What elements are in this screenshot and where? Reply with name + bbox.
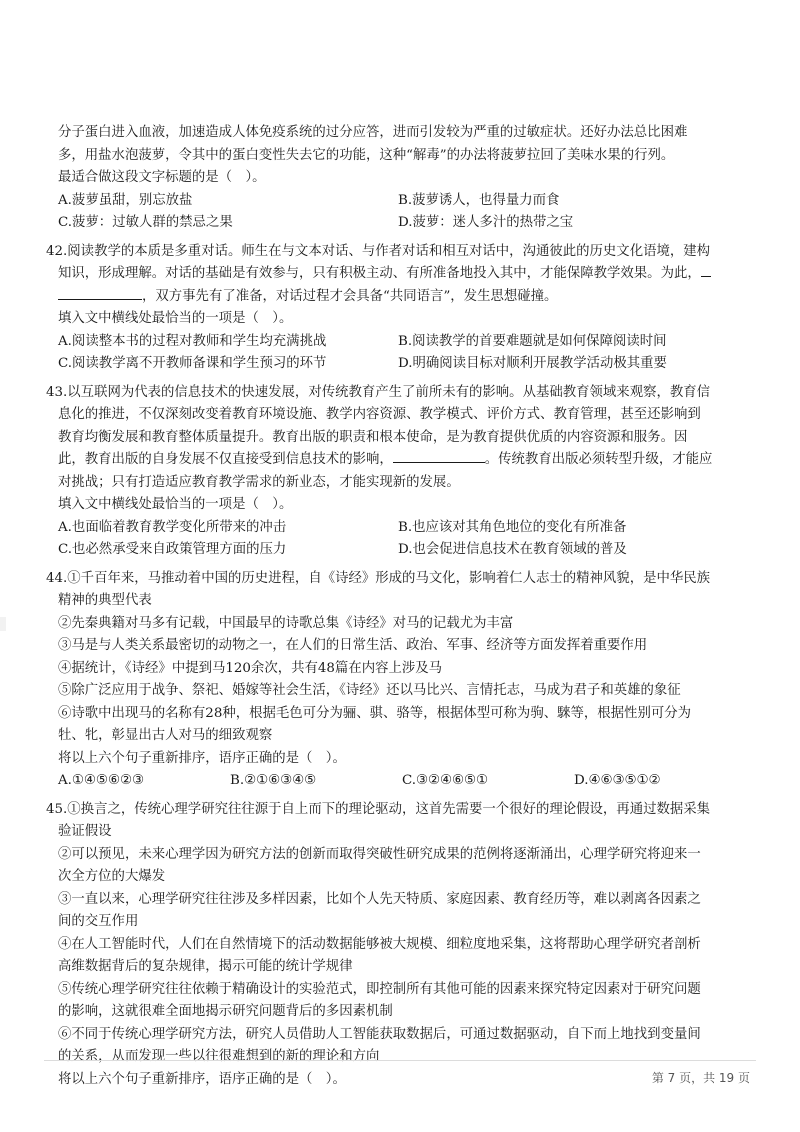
- q44-line-5: ④据统计，《诗经》中提到马120余次，共有48篇在内容上涉及马: [58, 660, 443, 676]
- q43-line-2: 息化的推进，不仅深刻改变着教育环境设施、教学内容资源、教学模式、评价方式、教育管理，甚至还影响到: [58, 407, 701, 422]
- q41-prompt: 最适合做这段文字标题的是（ ）。: [58, 170, 266, 185]
- q44-options: [58, 770, 748, 793]
- q45-line-9: ⑤传统心理学研究往往依赖于精确设计的实验范式，即控制所有其他可能的因素来探究特定因素对于研究问题: [58, 981, 701, 997]
- q43-line-1: 43.以互联网为代表的信息技术的快速发展，对传统教育产生了前所未有的影响。从基础教育领域来观察，教育信: [46, 384, 711, 400]
- q42-blank-start: [701, 263, 711, 277]
- q45-line-5: ③一直以来，心理学研究往往涉及多样因素，比如个人先天特质、家庭因素、教育经历等，难以剥离各因素之: [58, 891, 701, 907]
- q43-option-b: B.也应该对其角色地位的变化有所准备: [398, 519, 627, 535]
- q42-line-3-text: ，双方事先有了准备，对话过程才会具备“共同语言”，发生思想碰撞。: [142, 288, 558, 304]
- q44-line-8: 牡、牝，彰显出古人对马的细致观察: [58, 728, 273, 743]
- q41-option-b: B.菠萝诱人，也得量力而食: [398, 192, 560, 208]
- q41-option-d: D.菠萝：迷人多汁的热带之宝: [398, 215, 574, 230]
- q41-options: [58, 190, 748, 235]
- scan-artifact: [0, 617, 6, 631]
- q45-line-6: 间的交互作用: [58, 914, 139, 929]
- question-42: [46, 241, 748, 376]
- q42-blank: [58, 286, 142, 300]
- q44-option-c: C.③②④⑥⑤①: [402, 773, 489, 788]
- footer-divider: [44, 1060, 756, 1061]
- q45-line-3: ②可以预见，未来心理学因为研究方法的创新而取得突破性研究成果的范例将逐渐涌出，心理学研究将迎来一: [58, 846, 701, 862]
- q45-line-4: 次全方位的大爆发: [58, 869, 166, 884]
- q43-blank: [393, 449, 485, 463]
- q43-line-5: 对挑战；只有打造适应教育教学需求的新业态，才能实现新的发展。: [58, 474, 460, 490]
- q45-line-7: ④在人工智能时代，人们在自然情境下的活动数据能够被大规模、细粒度地采集，这将帮助心理学研究者剖析: [58, 936, 701, 952]
- q45-line-12: 的关系，从而发现一些以往很难想到的新的理论和方向: [58, 1049, 380, 1064]
- q42-line-1: 42.阅读教学的本质是多重对话。师生在与文本对话、与作者对话和相互对话中，沟通彼此的历史文化语境，建构: [46, 243, 711, 259]
- question-45: [46, 799, 748, 1092]
- q44-line-7: ⑥诗歌中出现马的名称有28种，根据毛色可分为骊、骐、骆等，根据体型可称为驹、騋等，根据性别可分为: [58, 705, 692, 721]
- page-number: 第 7 页，共 19 页: [651, 1071, 750, 1085]
- q43-line-4: [58, 449, 748, 472]
- q45-line-8: 高维数据背后的复杂规律，揭示可能的统计学规律: [58, 959, 353, 974]
- q43-line-4a: 此，教育出版的自身发展不仅直接受到信息技术的影响，: [58, 452, 393, 467]
- q44-line-2: 精神的典型代表: [58, 593, 152, 608]
- q44-option-a: A.①④⑤⑥②③: [58, 773, 144, 788]
- q45-line-10: 的影响，这就很难全面地揭示研究问题背后的多因素机制: [58, 1004, 393, 1019]
- q42-prompt: 填入文中横线处最恰当的一项是（ ）。: [58, 311, 293, 326]
- q44-line-3: ②先秦典籍对马多有记载，中国最早的诗歌总集《诗经》对马的记载尤为丰富: [58, 615, 514, 631]
- q41-line-2: 多，用盐水泡菠萝，令其中的蛋白变性失去它的功能，这种“解毒”的办法将菠萝拉回了美味水果的行列。: [58, 147, 675, 163]
- q43-option-c: C.也必然承受来自政策管理方面的压力: [58, 542, 287, 557]
- q43-options: [58, 517, 748, 562]
- question-44: [46, 568, 748, 793]
- question-43: [46, 382, 748, 562]
- q43-line-3: 教育均衡发展和教育整体质量提升。教育出版的职责和根本使命，是为教育提供优质的内容资源和服务。因: [58, 429, 688, 445]
- q43-option-d: D.也会促进信息技术在教育领域的普及: [398, 542, 627, 557]
- q44-line-1: 44.①千百年来，马推动着中国的历史进程，自《诗经》形成的马文化，影响着仁人志士的精神风貌，是中华民族: [46, 570, 711, 586]
- q41-option-a: A.菠萝虽甜，别忘放盐: [58, 192, 193, 208]
- q42-line-2: [58, 263, 748, 286]
- q43-line-4b: 。传统教育出版必须转型升级，才能应: [484, 452, 713, 467]
- q44-prompt: 将以上六个句子重新排序，语序正确的是（ ）。: [58, 750, 346, 766]
- q41-line-1: 分子蛋白进入血液，加速造成人体免疫系统的过分应答，进而引发较为严重的过敏症状。还好办法总比困难: [58, 125, 688, 140]
- q45-line-11: ⑥不同于传统心理学研究方法，研究人员借助人工智能获取数据后，可通过数据驱动，自下而上地找到变量间: [58, 1026, 701, 1042]
- question-41-tail: [58, 122, 748, 235]
- q42-option-b: B.阅读教学的首要难题就是如何保障阅读时间: [398, 333, 667, 349]
- q42-line-2-text: 知识，形成理解。对话的基础是有效参与，只有积极主动、有所准备地投入其中，才能保障教学效果。为此，: [58, 266, 701, 281]
- q44-option-b: B.②①⑥③④⑤: [230, 773, 317, 788]
- q44-line-6: ⑤除广泛应用于战争、祭祀、婚嫁等社会生活，《诗经》还以马比兴、言情托志，马成为君子和英雄的象征: [58, 683, 681, 698]
- q42-line-3: [58, 286, 748, 309]
- q42-option-d: D.明确阅读目标对顺利开展教学活动极其重要: [398, 356, 667, 371]
- q45-line-2: 验证假设: [58, 824, 112, 839]
- q45-prompt: 将以上六个句子重新排序，语序正确的是（ ）。: [58, 1071, 346, 1087]
- q44-option-d: D.④⑥③⑤①②: [574, 773, 661, 788]
- q44-line-4: ③马是与人类关系最密切的动物之一，在人们的日常生活、政治、军事、经济等方面发挥着重要作用: [58, 638, 648, 653]
- q42-option-c: C.阅读教学离不开教师备课和学生预习的环节: [58, 356, 327, 371]
- q42-option-a: A.阅读整本书的过程对教师和学生均充满挑战: [58, 333, 327, 349]
- page-content: [46, 118, 748, 1091]
- q45-line-1: 45.①换言之，传统心理学研究往往源于自上而下的理论驱动，这首先需要一个很好的理论假设，再通过数据采集: [46, 801, 711, 817]
- q43-prompt: 填入文中横线处最恰当的一项是（ ）。: [58, 497, 293, 512]
- q41-option-c: C.菠萝：过敏人群的禁忌之果: [58, 215, 233, 230]
- q43-option-a: A.也面临着教育教学变化所带来的冲击: [58, 519, 287, 535]
- q42-options: [58, 331, 748, 376]
